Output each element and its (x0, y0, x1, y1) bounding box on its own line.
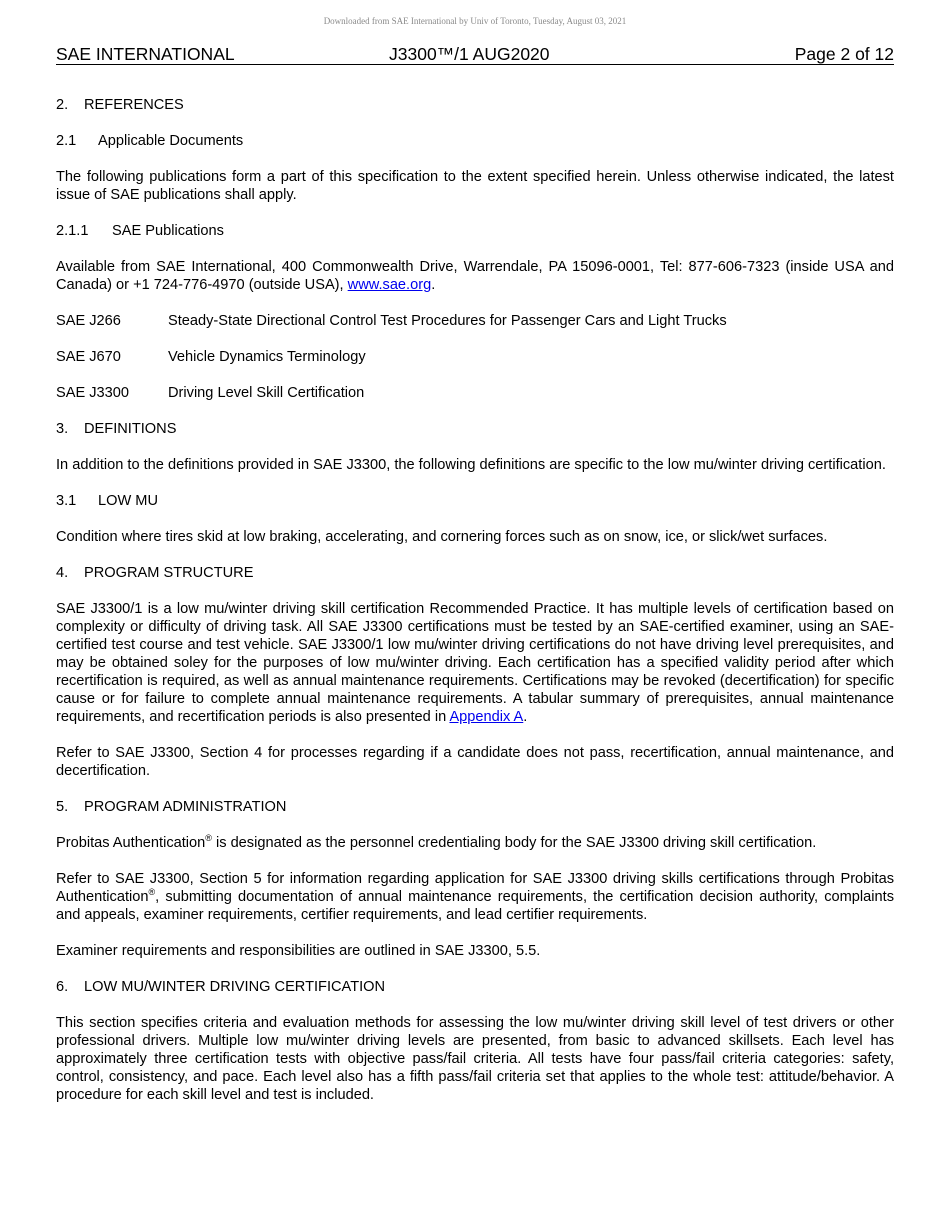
program-structure-text: SAE J3300/1 is a low mu/winter driving skill certification Recommended Practice. It has multiple levels of certification based on complexity or difficulty of driving task. All SAE J3300 certifications must be tested by an SAE-certified examiner, using an SAE-certified test course and test vehicle. SAE J3300/1 low mu/winter driving certifications do not have driving level prerequisites, and may be obtained soley for the purposes of low mu/winter driving. Each certification has a specified validity period after which recertification is required, as well as annual maintenance requirements. Certifications may be revoked (decertification) for specific cause or for failure to complete annual maintenance requirements. A tabular summary of prerequisites, annual maintenance requirements, and recertification periods is also presented in (56, 601, 894, 725)
download-watermark: Downloaded from SAE International by Univ of Toronto, Tuesday, August 03, 2021 (323, 16, 627, 26)
appendix-a-link[interactable]: Appendix A (449, 709, 524, 725)
reference-code: SAE J266 (56, 313, 121, 329)
program-structure-paragraph (56, 600, 894, 726)
section-number: 5. (56, 799, 69, 815)
section-title: Applicable Documents (98, 133, 244, 149)
section-title: SAE Publications (112, 223, 224, 239)
section-number: 2. (56, 97, 69, 113)
section-number: 4. (56, 565, 69, 581)
administration-refer-text: Refer to SAE J3300, Section 5 for information regarding application for SAE J3300 driving skills certifications through Probitas Authentication (56, 871, 894, 905)
section-number: 3.1 (56, 493, 77, 509)
section-title: DEFINITIONS (84, 421, 177, 437)
applicable-documents-paragraph: The following publications form a part of this specification to the extent specified herein. Unless otherwise indicated, the latest issue of SAE publications shall apply. (56, 169, 894, 203)
header-page-number: Page 2 of 12 (794, 44, 894, 64)
section-title: PROGRAM ADMINISTRATION (84, 799, 287, 815)
section-title: LOW MU (98, 493, 158, 509)
administration-refer-text-cont: , submitting documentation of annual maintenance requirements, the certification decision authority, complaints and appeals, examiner requirements, certifier requirements, and lead certifier requirements. (56, 889, 894, 923)
page-header (56, 44, 894, 65)
sentence-end: . (431, 277, 436, 293)
reference-code: SAE J3300 (56, 385, 130, 401)
reference-item-j670 (56, 348, 894, 366)
header-document-id: J3300™/1 AUG2020 (389, 44, 550, 64)
reference-item-j266 (56, 312, 894, 330)
section-title: REFERENCES (84, 97, 184, 113)
reference-title: Steady-State Directional Control Test Procedures for Passenger Cars and Light Trucks (168, 313, 727, 329)
registered-mark: ® (148, 887, 156, 898)
section-number: 3. (56, 421, 69, 437)
sae-website-link[interactable]: www.sae.org (347, 277, 432, 293)
header-publisher: SAE INTERNATIONAL (56, 44, 235, 64)
heading-program-structure (56, 564, 894, 582)
reference-item-j3300 (56, 384, 894, 402)
section-number: 2.1.1 (56, 223, 89, 239)
probitas-name: Probitas Authentication (56, 835, 206, 851)
credentialing-body-paragraph (56, 834, 894, 852)
reference-title: Driving Level Skill Certification (168, 385, 365, 401)
heading-sae-publications (56, 222, 894, 240)
reference-code: SAE J670 (56, 349, 121, 365)
sae-address-text: Available from SAE International, 400 Commonwealth Drive, Warrendale, PA 15096-0001, Tel: 877-606-7323 (inside USA and Canada) or +1 724-776-4970 (outside USA), (56, 259, 894, 293)
section-number: 2.1 (56, 133, 77, 149)
certification-criteria-paragraph: This section specifies criteria and evaluation methods for assessing the low mu/winter driving skill level of test drivers or other professional drivers. Multiple low mu/winter driving levels are presented, from basic to advanced skillsets. Each level has approximately three certification tests with objective pass/fail criteria. All tests have four pass/fail criteria categories: safety, control, consistency, and pace. Each level also has a fifth pass/fail criteria set that applies to the whole test: attitude/behavior. A procedure for each skill level and test is included. (56, 1015, 894, 1103)
heading-definitions (56, 420, 894, 438)
registered-mark: ® (205, 833, 212, 844)
low-mu-definition: Condition where tires skid at low braking, accelerating, and cornering forces such as on snow, ice, or slick/wet surfaces. (56, 529, 828, 545)
sentence-end: . (523, 709, 528, 725)
heading-references (56, 96, 894, 114)
sae-publications-paragraph (56, 258, 894, 294)
document-body (56, 96, 894, 1122)
section-title: LOW MU/WINTER DRIVING CERTIFICATION (84, 979, 386, 995)
reference-title: Vehicle Dynamics Terminology (168, 349, 366, 365)
administration-refer-paragraph (56, 870, 894, 924)
credentialing-text: is designated as the personnel credentialing body for the SAE J3300 driving skill certification. (211, 835, 817, 851)
heading-low-mu (56, 492, 894, 510)
program-structure-refer-paragraph: Refer to SAE J3300, Section 4 for processes regarding if a candidate does not pass, recertification, annual maintenance, and decertification. (56, 745, 894, 779)
heading-low-mu-winter-certification (56, 978, 894, 996)
examiner-requirements-paragraph: Examiner requirements and responsibilities are outlined in SAE J3300, 5.5. (56, 943, 541, 959)
section-title: PROGRAM STRUCTURE (84, 565, 254, 581)
heading-applicable-documents (56, 132, 894, 150)
definitions-paragraph: In addition to the definitions provided in SAE J3300, the following definitions are specific to the low mu/winter driving certification. (56, 457, 886, 473)
heading-program-administration (56, 798, 894, 816)
section-number: 6. (56, 979, 69, 995)
